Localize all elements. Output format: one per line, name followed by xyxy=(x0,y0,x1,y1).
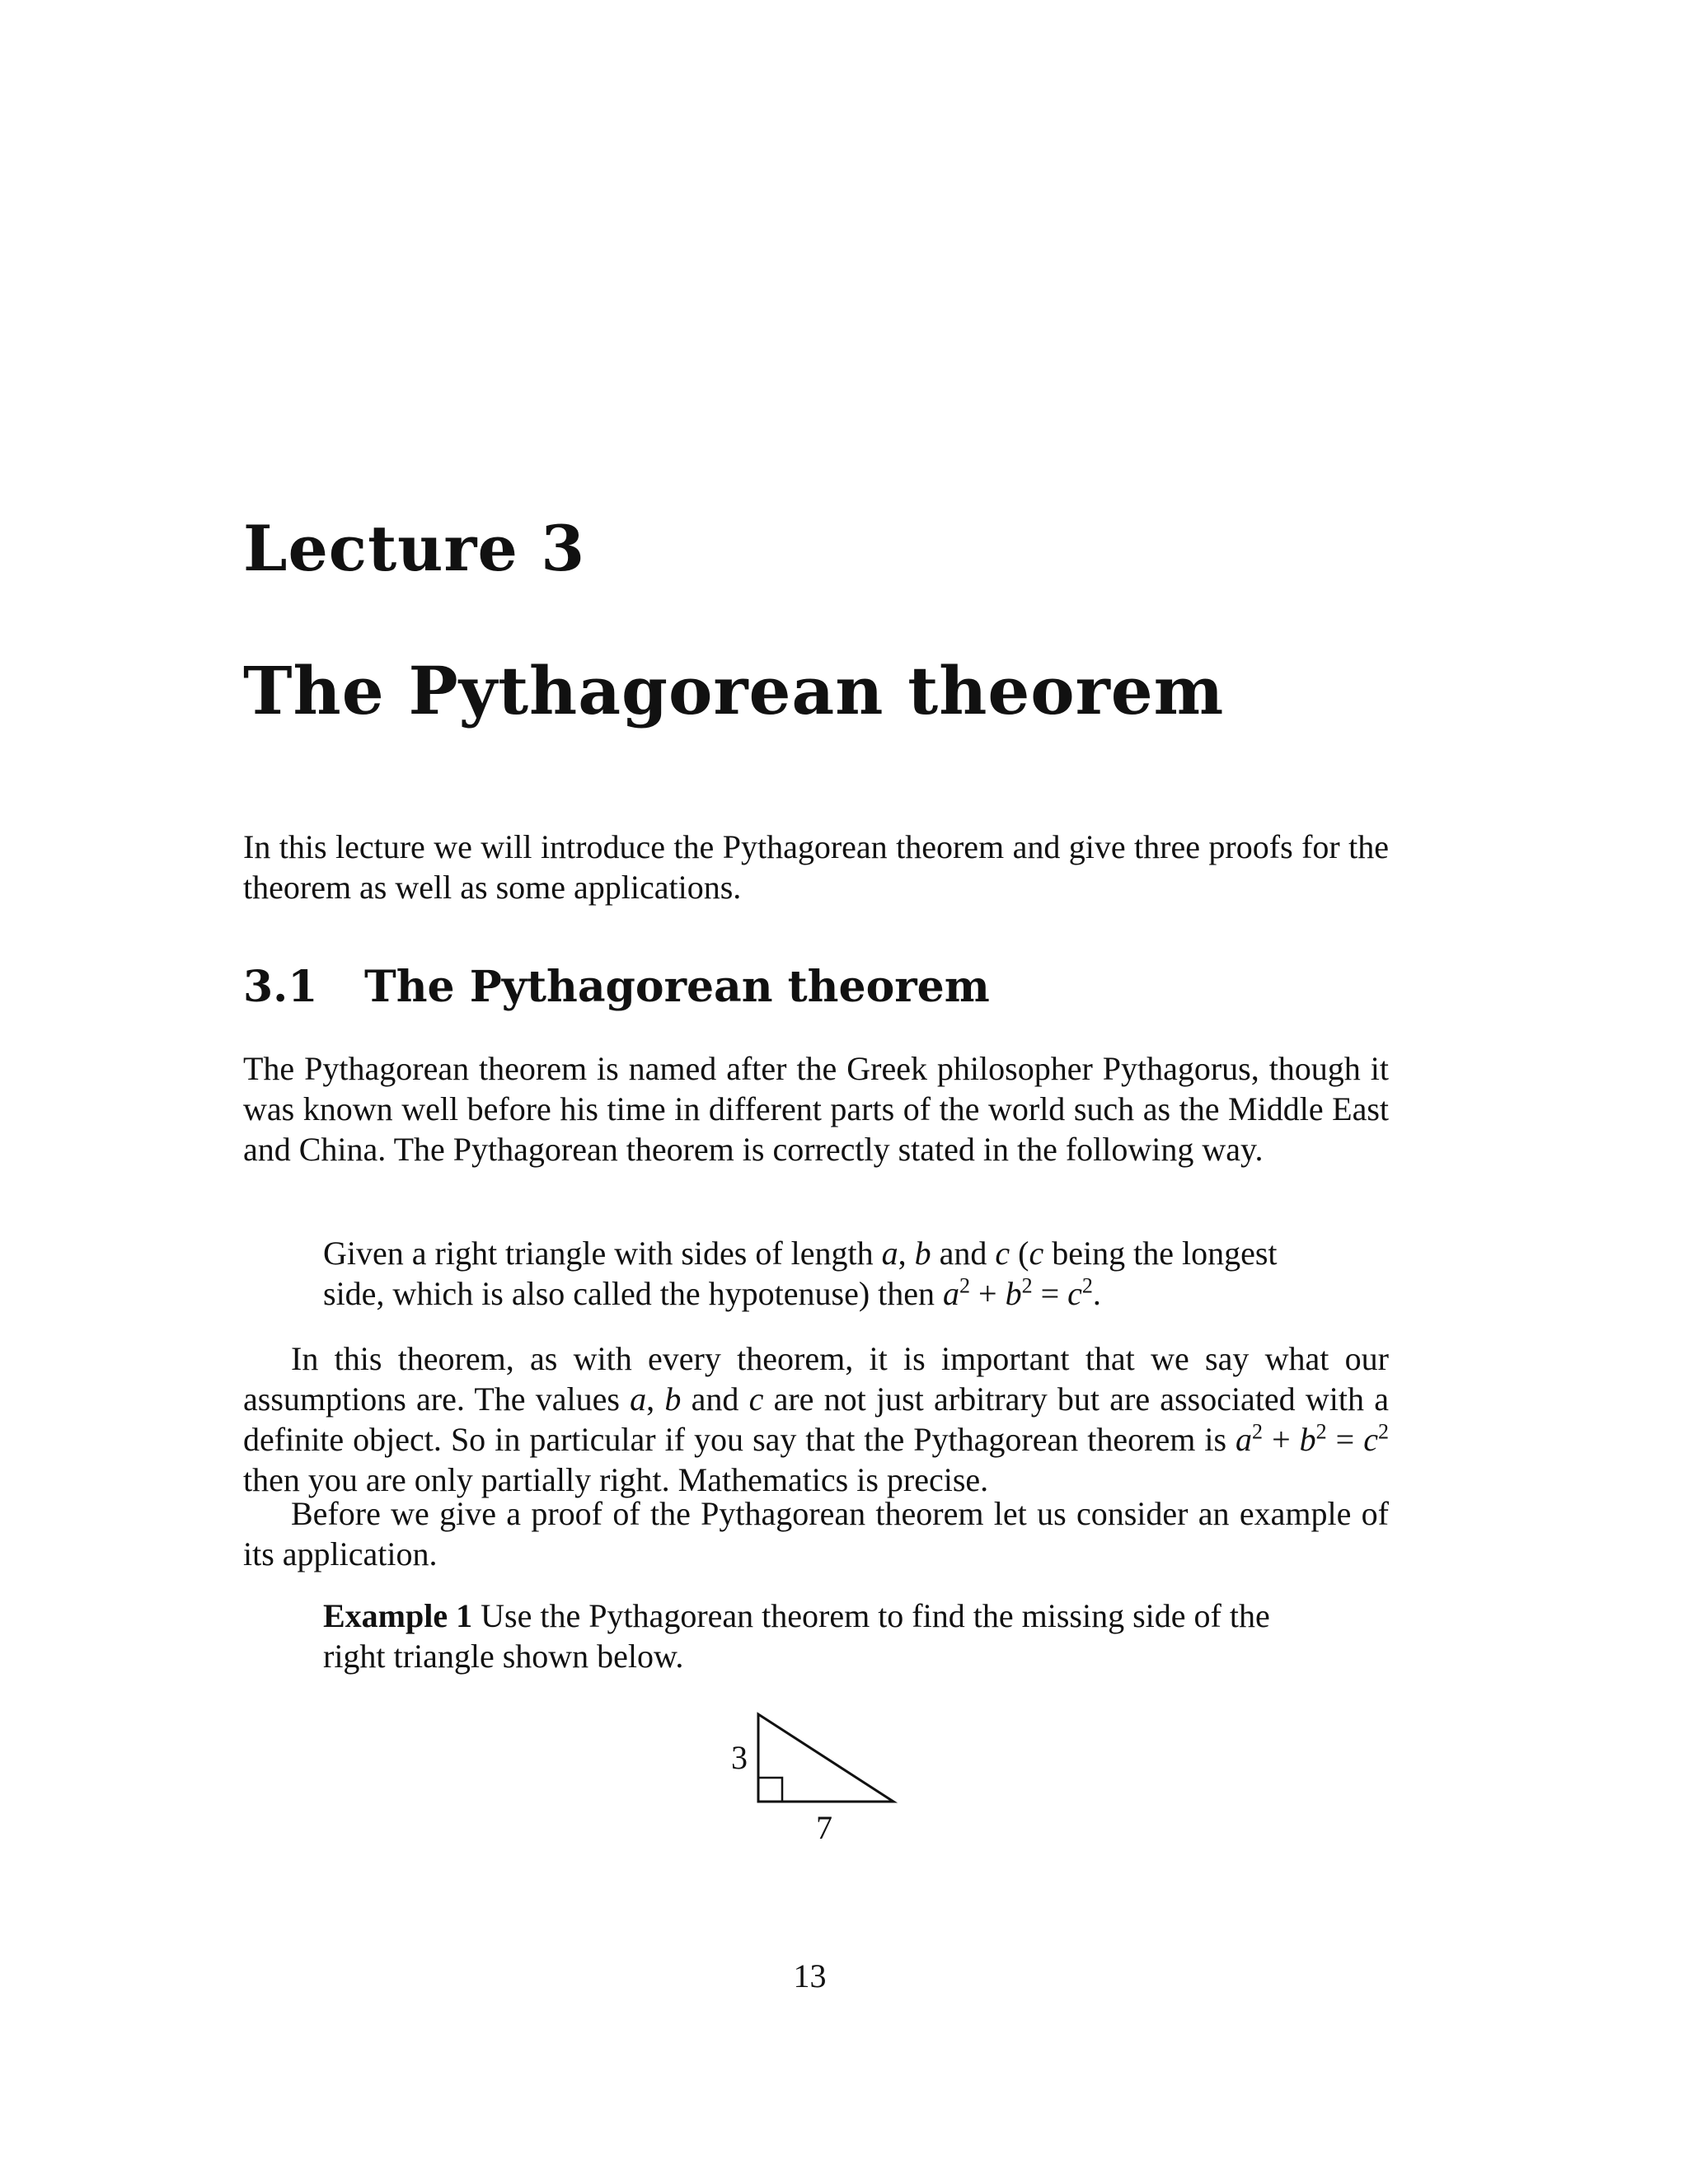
paragraph-3: Before we give a proof of the Pythagorean theorem let us consider an example of its application. xyxy=(243,1495,1389,1572)
intro-paragraph: In this lecture we will introduce the Pythagorean theorem and give three proofs for the theorem as well as some applications. xyxy=(243,828,1389,906)
p2-eq-b: b xyxy=(1299,1421,1316,1458)
p2-eq-c: c xyxy=(1363,1421,1379,1458)
example-1 xyxy=(323,1596,1304,1676)
section-number: 3.1 xyxy=(243,962,318,1012)
right-triangle-figure xyxy=(717,1706,915,1863)
vertical-leg-label: 3 xyxy=(731,1739,748,1776)
theorem-statement xyxy=(323,1233,1304,1314)
eq-equals: = xyxy=(1032,1275,1068,1312)
p2-and: and xyxy=(681,1380,749,1418)
triangle-outline xyxy=(758,1714,893,1802)
section-heading xyxy=(243,962,990,1012)
eq-a-exponent: 2 xyxy=(959,1273,971,1298)
p2-eq-plus: + xyxy=(1263,1421,1300,1458)
var-a: a xyxy=(881,1235,898,1272)
theorem-period: . xyxy=(1092,1275,1101,1312)
p2-eq-equals: = xyxy=(1326,1421,1364,1458)
eq-plus: + xyxy=(970,1275,1006,1312)
paragraph-2-text-3: then you are only partially right. Mathematics is precise. xyxy=(243,1461,989,1498)
example-text: Use the Pythagorean theorem to find the missing side of the right triangle shown below. xyxy=(323,1597,1270,1675)
theorem-open-paren: ( xyxy=(1010,1235,1029,1272)
paragraph-2-text-2: are not just arbitrary but are associated with a definite object. So in particular if you say that the Pythagorean theorem is xyxy=(243,1380,1389,1458)
p2-var-a: a xyxy=(630,1380,647,1418)
p2-eq-b-exponent: 2 xyxy=(1315,1419,1327,1444)
p2-var-b: b xyxy=(664,1380,682,1418)
theorem-and: and xyxy=(931,1235,996,1272)
var-c-2: c xyxy=(1029,1235,1044,1272)
eq-a: a xyxy=(943,1275,960,1312)
p2-var-c: c xyxy=(748,1380,764,1418)
paragraph-2 xyxy=(243,1338,1389,1500)
paragraph-2-text-1: In this theorem, as with every theorem, it is important that we say what our assumptions are. The values xyxy=(243,1340,1389,1418)
lecture-title: The Pythagorean theorem xyxy=(243,652,1225,729)
theorem-text-1: Given a right triangle with sides of length xyxy=(323,1235,882,1272)
p2-eq-a: a xyxy=(1236,1421,1253,1458)
right-angle-marker xyxy=(758,1778,782,1802)
p2-eq-c-exponent: 2 xyxy=(1378,1419,1390,1444)
theorem-text-2: being the longest side, which is also called the hypotenuse) then xyxy=(323,1235,1278,1312)
eq-c: c xyxy=(1067,1275,1082,1312)
var-b: b xyxy=(914,1235,931,1272)
section-title: The Pythagorean theorem xyxy=(364,962,990,1012)
p2-comma: , xyxy=(646,1380,665,1418)
theorem-comma: , xyxy=(898,1235,915,1272)
page-number: 13 xyxy=(793,1957,827,1994)
p2-eq-a-exponent: 2 xyxy=(1252,1419,1264,1444)
eq-c-exponent: 2 xyxy=(1081,1273,1093,1298)
lecture-label: Lecture 3 xyxy=(243,512,586,585)
eq-b-exponent: 2 xyxy=(1021,1273,1033,1298)
paragraph-1: The Pythagorean theorem is named after the Greek philosopher Pythagorus, though it was known well before his time in different parts of the world such as the Middle East and China. The Pythagorean theorem is correctly stated in the following way. xyxy=(243,1050,1389,1168)
eq-b: b xyxy=(1005,1275,1022,1312)
example-label: Example 1 xyxy=(323,1597,473,1634)
var-c: c xyxy=(995,1235,1010,1272)
horizontal-leg-label: 7 xyxy=(816,1809,832,1846)
